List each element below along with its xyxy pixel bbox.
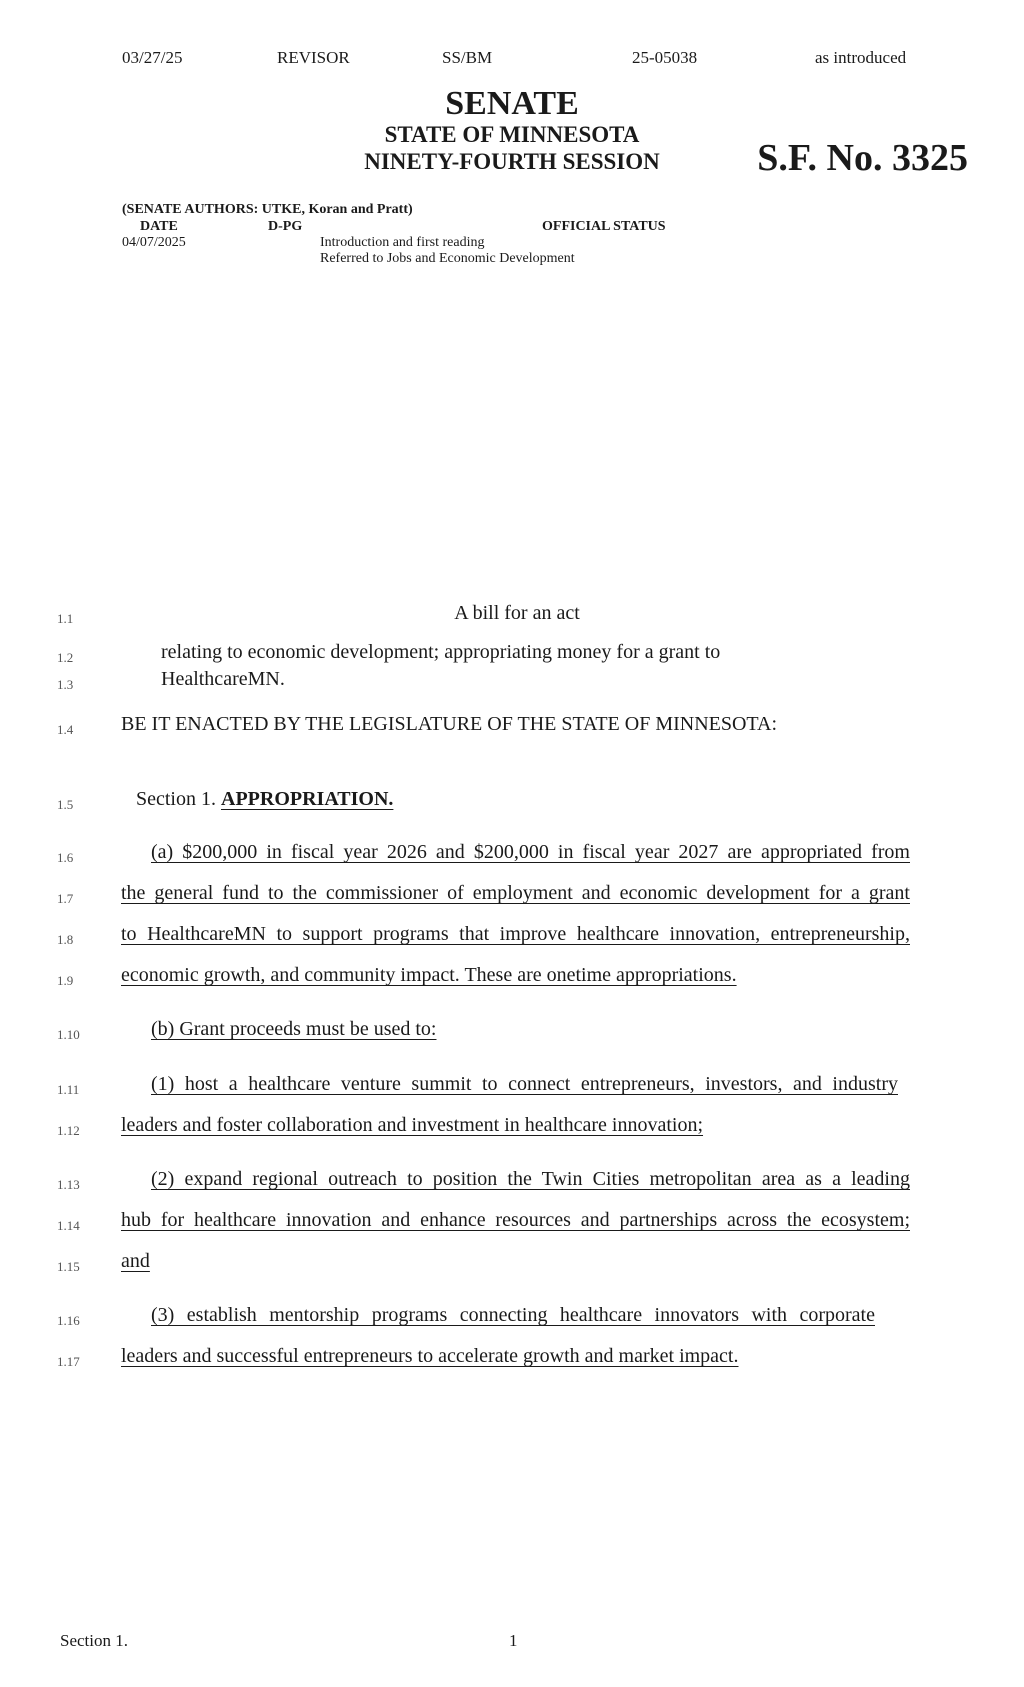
header-date: 03/27/25 bbox=[122, 48, 183, 67]
header-revisor: REVISOR bbox=[277, 48, 350, 67]
bill-for-an-act: A bill for an act bbox=[454, 602, 580, 624]
enacting-clause: BE IT ENACTED BY THE LEGISLATURE OF THE STATE OF MINNESOTA: bbox=[121, 713, 778, 735]
status-row-action: Introduction and first reading bbox=[320, 235, 485, 250]
chamber-title: SENATE bbox=[445, 85, 579, 122]
line-number: 1.13 bbox=[57, 1177, 80, 1192]
bill-text-line: (3) establish mentorship programs connecting healthcare innovators with corporate bbox=[151, 1304, 875, 1326]
bill-text-line: leaders and successful entrepreneurs to accelerate growth and market impact. bbox=[121, 1345, 739, 1367]
state-title: STATE OF MINNESOTA bbox=[384, 122, 640, 147]
header-doc-id: 25-05038 bbox=[632, 48, 698, 67]
bill-text-line: (b) Grant proceeds must be used to: bbox=[151, 1018, 437, 1040]
line-number: 1.15 bbox=[57, 1259, 80, 1274]
status-row-referral: Referred to Jobs and Economic Development bbox=[320, 251, 575, 266]
status-col-official: OFFICIAL STATUS bbox=[542, 219, 666, 234]
line-number: 1.14 bbox=[57, 1218, 80, 1233]
line-number: 1.3 bbox=[57, 677, 74, 692]
line-number: 1.17 bbox=[57, 1354, 80, 1369]
senate-authors: (SENATE AUTHORS: UTKE, Koran and Pratt) bbox=[122, 202, 413, 217]
bill-text-line: (1) host a healthcare venture summit to connect entrepreneurs, investors, and industry bbox=[151, 1073, 898, 1095]
line-number: 1.8 bbox=[57, 932, 74, 947]
section-heading bbox=[136, 788, 393, 811]
bill-text-line: economic growth, and community impact. These are onetime appropriations. bbox=[121, 964, 737, 986]
bill-text-line: (2) expand regional outreach to position the Twin Cities metropolitan area as a leading bbox=[151, 1168, 910, 1190]
header-drafter: SS/BM bbox=[442, 48, 493, 67]
section-title: APPROPRIATION. bbox=[221, 788, 394, 810]
bill-text-line: leaders and foster collaboration and investment in healthcare innovation; bbox=[121, 1114, 704, 1136]
status-row-date: 04/07/2025 bbox=[122, 235, 186, 250]
line-number: 1.16 bbox=[57, 1313, 80, 1328]
line-number: 1.9 bbox=[57, 973, 74, 988]
status-col-dpg: D-PG bbox=[268, 219, 303, 234]
section-number: Section 1. bbox=[136, 788, 216, 810]
header-version: as introduced bbox=[815, 48, 907, 67]
page-number: 1 bbox=[509, 1631, 518, 1650]
bill-text-line: the general fund to the commissioner of employment and economic development for a grant bbox=[121, 882, 910, 904]
line-number: 1.11 bbox=[57, 1082, 80, 1097]
line-number: 1.4 bbox=[57, 722, 74, 737]
bill-title-line: HealthcareMN. bbox=[161, 668, 285, 690]
bill-text-line: to HealthcareMN to support programs that improve healthcare innovation, entrepreneurship, bbox=[121, 923, 910, 945]
line-number: 1.10 bbox=[57, 1027, 80, 1042]
line-number: 1.7 bbox=[57, 891, 74, 906]
bill-text-line: and bbox=[121, 1250, 150, 1272]
line-number: 1.5 bbox=[57, 797, 74, 812]
line-number: 1.6 bbox=[57, 850, 74, 865]
status-col-date: DATE bbox=[140, 219, 178, 234]
line-number: 1.12 bbox=[57, 1123, 80, 1138]
bill-title-line: relating to economic development; appropriating money for a grant to bbox=[161, 641, 721, 663]
session-title: NINETY-FOURTH SESSION bbox=[364, 149, 660, 174]
bill-text-line: (a) $200,000 in fiscal year 2026 and $200,000 in fiscal year 2027 are appropriated from bbox=[151, 841, 910, 863]
bill-text-line: hub for healthcare innovation and enhance resources and partnerships across the ecosystem; bbox=[121, 1209, 910, 1231]
footer-section: Section 1. bbox=[60, 1631, 128, 1650]
line-number: 1.1 bbox=[57, 611, 74, 626]
bill-number: S.F. No. 3325 bbox=[757, 137, 968, 179]
line-number: 1.2 bbox=[57, 650, 74, 665]
